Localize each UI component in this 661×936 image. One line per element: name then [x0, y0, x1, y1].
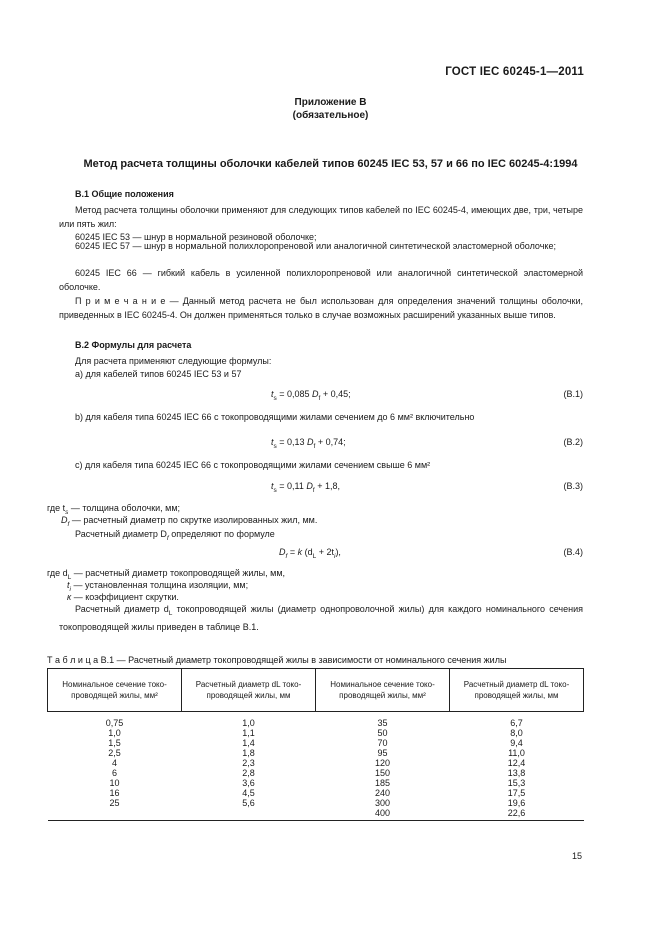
table-cell: 120 [374, 758, 391, 768]
table-row [48, 808, 584, 821]
note-label: П р и м е ч а н и е [75, 296, 166, 306]
table-cell: 70 [377, 738, 388, 748]
table-cell: 240 [374, 788, 391, 798]
table-cell: 15,3 [507, 778, 526, 788]
appendix-label: Приложение В [294, 97, 367, 108]
table-cell: 13,8 [507, 768, 526, 778]
table-cell: 11,0 [508, 748, 525, 758]
table-cell: 1,5 [108, 738, 121, 748]
table-cell: 0,75 [105, 718, 124, 728]
header-cell: Номинальное сечение токо-проводящей жилы, мм² [316, 669, 450, 712]
paragraph-type-57: 60245 IEC 57 — шнур в нормальной полихлоропреновой или аналогичной синтетической эластомерной оболочке; [75, 241, 556, 251]
table-cell: 1,1 [242, 728, 255, 738]
table-cell [182, 808, 316, 821]
df-intro: Расчетный диаметр $D_f$ определяют по формуле [75, 529, 275, 542]
table-caption: Т а б л и ц а В.1 — Расчетный диаметр токопроводящей жилы в зависимости от номинального сечения жилы [47, 655, 507, 665]
case-b-label: b) для кабеля типа 60245 IEC 66 с токопроводящими жилами сечением до 6 мм² включительно [75, 412, 475, 422]
standard-designation: ГОСТ IEC 60245-1—2011 [445, 66, 584, 78]
table-header-row [48, 669, 584, 712]
table-cell: 2,5 [108, 748, 121, 758]
header-cell: Расчетный диаметр dL токо-проводящей жилы, мм [182, 669, 316, 712]
formula-b2-expression: $t_s = 0,13$ $D_f + 0,74$; [271, 437, 346, 450]
table-cell: 1,8 [242, 748, 255, 758]
table-cell: 4 [111, 758, 117, 768]
diameter-table [47, 668, 584, 821]
paragraph-type-66: 60245 IEC 66 — гибкий кабель в усиленной полихлоропреновой или аналогичной синтетической эластомерной оболочке. [59, 268, 583, 292]
note-text: — Данный метод расчета не был использован для определения значений толщины оболочки, приведенных в IEC 60245-4. Он должен применяться только в случае возможных расширений указанных выше типов. [59, 296, 584, 320]
table-cell: 300 [374, 798, 391, 808]
table-cell: 16 [109, 788, 120, 798]
table-cell: 10 [109, 778, 120, 788]
table-row [48, 758, 584, 768]
table-cell: 22,6 [507, 808, 526, 818]
table-row [48, 738, 584, 748]
where-df: $D_f$ — расчетный диаметр по скрутке изолированных жил, мм. [61, 515, 318, 528]
formula-b2-number: (В.2) [563, 437, 583, 447]
table-cell: 4,5 [242, 788, 255, 798]
table-cell: 9,4 [510, 738, 523, 748]
section-b1-heading: В.1 Общие положения [75, 189, 174, 199]
dl-paragraph: Расчетный диаметр $d_L$ токопроводящей жилы (диаметр однопроволочной жилы) для каждого номинального сечения токопроводящей жилы приведен в таблице В.1. [59, 604, 583, 632]
case-a-label: а) для кабелей типов 60245 IEC 53 и 57 [75, 369, 242, 379]
case-c-label: c) для кабеля типа 60245 IEC 66 с токопроводящими жилами сечением свыше 6 мм² [75, 460, 431, 470]
paragraph-b1-intro: Метод расчета толщины оболочки применяют для следующих типов кабелей по IEC 60245-4, имеющих две, три, четыре или пять жил: [59, 205, 583, 229]
appendix-status: (обязательное) [292, 110, 369, 121]
table-cell: 50 [377, 728, 388, 738]
formulas-intro: Для расчета применяют следующие формулы: [75, 356, 272, 366]
section-b2-heading: В.2 Формулы для расчета [75, 340, 192, 350]
table-row [48, 748, 584, 758]
formula-b4-number: (В.4) [563, 547, 583, 557]
table-cell: 6 [111, 768, 117, 778]
table-row [48, 798, 584, 808]
table-cell: 1,4 [242, 738, 255, 748]
table-cell: 8,0 [510, 728, 523, 738]
table-cell [48, 808, 182, 821]
table-cell: 1,0 [108, 728, 121, 738]
formula-b4 [59, 547, 583, 560]
formula-b1-expression: $t_s = 0,085$ $D_f + 0,45$; [271, 389, 351, 402]
table-row [48, 768, 584, 778]
appendix-heading [0, 96, 661, 122]
table-cell: 25 [109, 798, 120, 808]
header-cell: Номинальное сечение токо-проводящей жилы, мм² [48, 669, 182, 712]
table-cell: 19,6 [507, 798, 526, 808]
table-cell: 150 [374, 768, 391, 778]
table-cell: 1,0 [242, 718, 255, 728]
formula-b1-number: (В.1) [563, 389, 583, 399]
table-row [48, 778, 584, 788]
where-dl: где $d_L$ — расчетный диаметр токопроводящей жилы, мм, [47, 568, 286, 581]
table-cell: 185 [374, 778, 391, 788]
page-number: 15 [571, 851, 582, 861]
table-cell: 35 [377, 718, 388, 728]
where-k: к — коэффициент скрутки. [67, 592, 179, 602]
table-row [48, 712, 584, 729]
table-cell: 12,4 [507, 758, 526, 768]
table-cell: 5,6 [242, 798, 255, 808]
table-cell: 6,7 [510, 718, 523, 728]
table-cell: 2,3 [242, 758, 255, 768]
page-title: Метод расчета толщины оболочки кабелей типов 60245 IEC 53, 57 и 66 по IEC 60245-4:1994 [83, 158, 578, 170]
header-cell: Расчетный диаметр dL токо-проводящей жилы, мм [450, 669, 584, 712]
formula-b1 [59, 389, 583, 402]
where-ts: где $t_s$ — толщина оболочки, мм; [47, 503, 181, 516]
table-cell: 17,5 [507, 788, 526, 798]
formula-b4-expression: $D_f = k$ $(d_L + 2t_i)$, [279, 547, 341, 560]
formula-b2 [59, 437, 583, 450]
table-cell: 400 [374, 808, 391, 818]
note-paragraph [59, 295, 583, 322]
formula-b3 [59, 481, 583, 494]
formula-b3-expression: $t_s = 0,11$ $D_f + 1,8$, [271, 481, 340, 494]
table-cell: 2,8 [242, 768, 255, 778]
table-cell: 95 [377, 748, 388, 758]
table-row [48, 788, 584, 798]
table-cell: 3,6 [242, 778, 255, 788]
table-row [48, 728, 584, 738]
formula-b3-number: (В.3) [563, 481, 583, 491]
where-ti: $t_i$ — установленная толщина изоляции, мм; [67, 580, 249, 593]
paragraph-type-53: 60245 IEC 53 — шнур в нормальной резиновой оболочке; [75, 232, 317, 242]
